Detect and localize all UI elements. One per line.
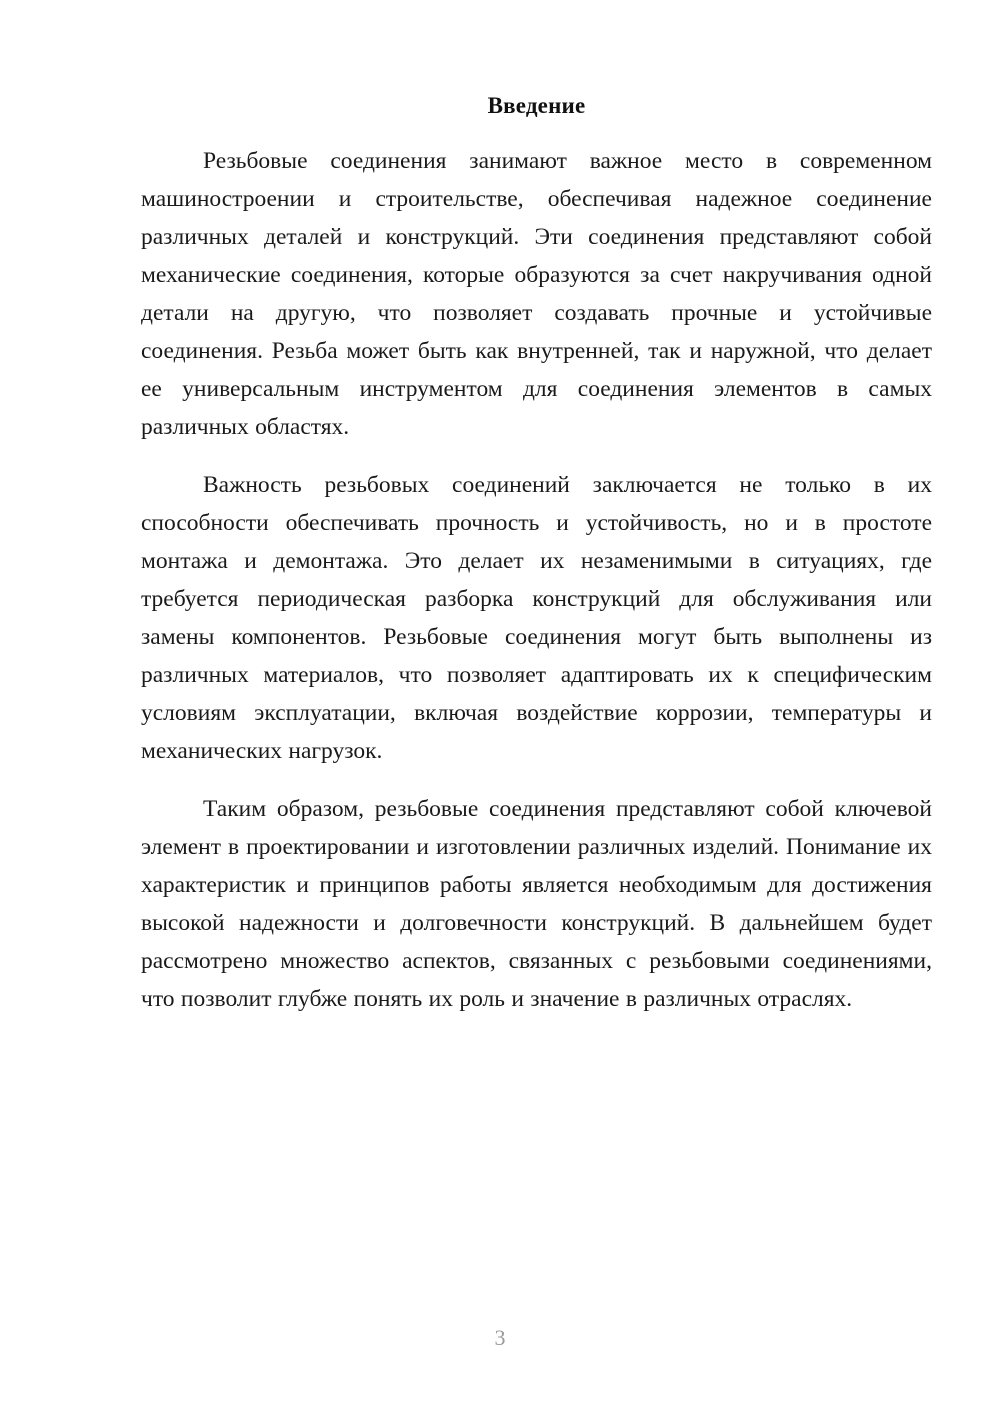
page-footer [0, 1327, 1000, 1350]
page-title: Введение [487, 93, 586, 118]
page-number: 3 [494, 1325, 506, 1350]
body-paragraph: Таким образом, резьбовые соединения представляют собой ключевой элемент в проектировании и изготовлении различных изделий. Понимание их характеристик и принципов работы является необходимым для достижения высокой надежности и долговечности конструкций. В дальнейшем будет рассмотрено множество аспектов, связанных с резьбовыми соединениями, что позволит глубже понять их роль и значение в различных отраслях. [141, 795, 932, 1012]
page-content [141, 92, 932, 1018]
body-paragraph: Резьбовые соединения занимают важное место в современном машиностроении и строительстве, обеспечивая надежное соединение различных деталей и конструкций. Эти соединения представляют собой механические соединения, которые образуются за счет накручивания одной детали на другую, что позволяет создавать прочные и устойчивые соединения. Резьба может быть как внутренней, так и наружной, что делает ее универсальным инструментом для соединения элементов в самых различных областях. [141, 147, 932, 440]
body-paragraph: Важность резьбовых соединений заключается не только в их способности обеспечивать прочность и устойчивость, но и в простоте монтажа и демонтажа. Это делает их незаменимыми в ситуациях, где требуется периодическая разборка конструкций для обслуживания или замены компонентов. Резьбовые соединения могут быть выполнены из различных материалов, что позволяет адаптировать их к специфическим условиям эксплуатации, включая воздействие коррозии, температуры и механических нагрузок. [141, 471, 932, 764]
